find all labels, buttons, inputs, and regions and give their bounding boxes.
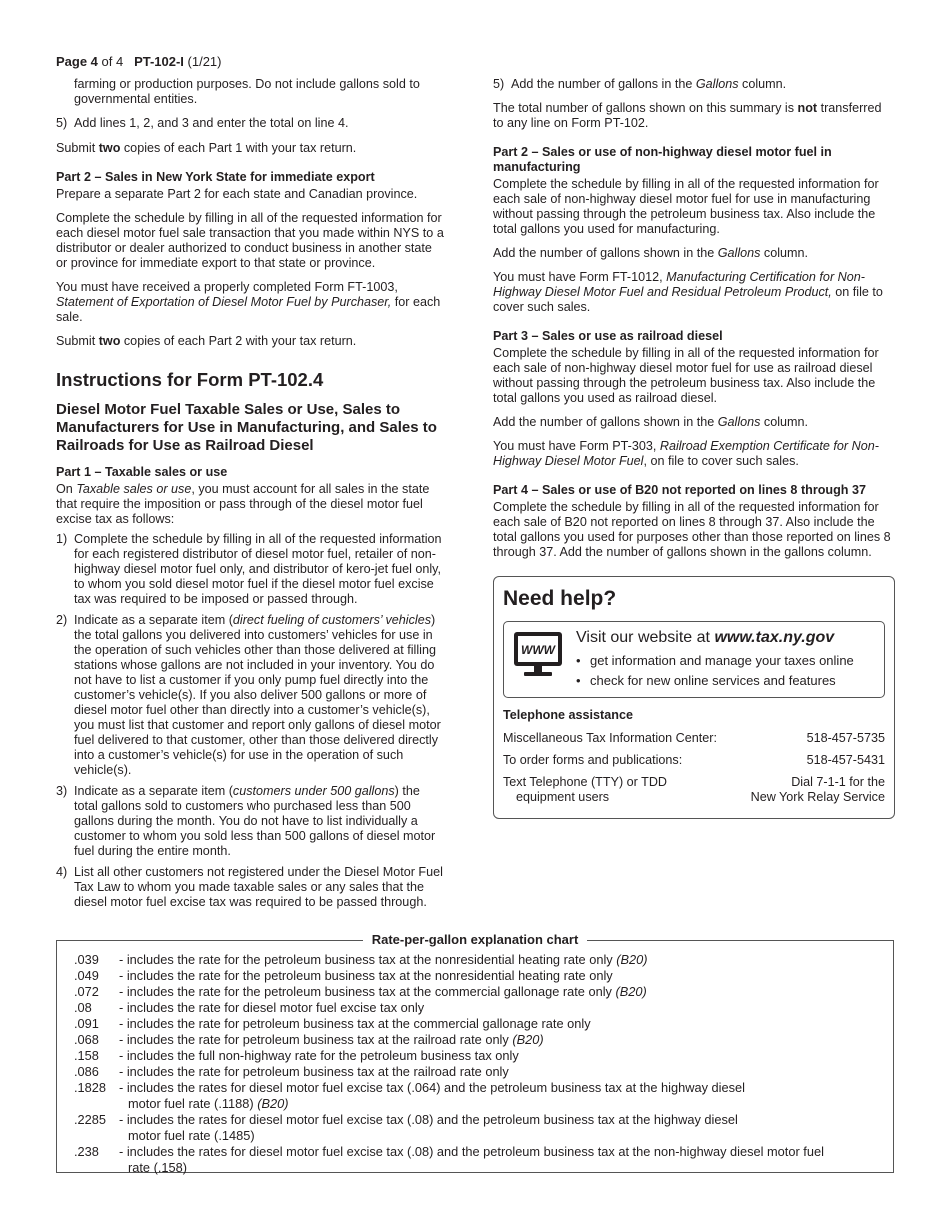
right-list-item-5: 5) Add the number of gallons in the Gallons column.: [493, 77, 787, 91]
rate-description: - includes the rate for the petroleum business tax at the commercial gallonage rate only (B20): [119, 984, 647, 999]
www-label: WWW: [521, 643, 555, 657]
left-column: [56, 77, 444, 916]
rate-row: [74, 1048, 889, 1064]
rate-row: [74, 952, 889, 968]
telephone-row-3: Text Telephone (TTY) or TDD equipment users Dial 7-1-1 for the New York Relay Service: [503, 775, 885, 804]
continued-text: farming or production purposes. Do not include gallons sold to governmental entities.: [74, 77, 420, 106]
rate-value: .039: [74, 952, 99, 967]
rate-row: [74, 1064, 889, 1080]
telephone-row-1: Miscellaneous Tax Information Center: 518-457-5735: [503, 731, 885, 745]
rate-row: [74, 1144, 889, 1176]
right-part2-add: Add the number of gallons shown in the Gallons column.: [493, 246, 809, 260]
rate-description: - includes the rates for diesel motor fuel excise tax (.08) and the petroleum business tax at the highway diesel motor fuel rate (.1485): [119, 1112, 738, 1143]
part2-paragraph-2: Complete the schedule by filling in all of the requested information for each diesel motor fuel sale transaction that you made within NYS to a distributor or dealer authorized to conduct business in another state or province for immediate export to that state or province.: [56, 211, 444, 270]
need-help-title: Need help?: [503, 587, 617, 610]
rate-description: - includes the rate for the petroleum business tax at the nonresidential heating rate only: [119, 968, 613, 983]
rate-value: .091: [74, 1016, 99, 1031]
part2-title: Part 2 – Sales in New York State for immediate export: [56, 170, 375, 184]
website-box: [503, 621, 885, 698]
page-number: Page 4: [56, 54, 98, 69]
list-item-3: 3) Indicate as a separate item (customers under 500 gallons) the total gallons sold to customers who purchased less than 500 gallons during the month. You do not have to list individually a customer to whom you sold less than 500 gallons of diesel motor fuel during the entire month.: [56, 784, 436, 858]
right-part3-form: You must have Form PT-303, Railroad Exemption Certificate for Non-Highway Diesel Motor Fuel, on file to cover such sales.: [493, 439, 879, 468]
rate-value: .086: [74, 1064, 99, 1079]
visit-line: Visit our website at www.tax.ny.gov: [576, 629, 835, 646]
part1-title: Part 1 – Taxable sales or use: [56, 465, 228, 479]
right-part2-form: You must have Form FT-1012, Manufacturing Certification for Non-Highway Diesel Motor Fuel and Residual Petroleum Product, on file to cover such sales.: [493, 270, 883, 314]
rate-row: [74, 1000, 889, 1016]
rate-value: .158: [74, 1048, 99, 1063]
rate-row: [74, 1016, 889, 1032]
page-count: of 4: [97, 54, 124, 69]
rate-chart-box: [56, 932, 894, 1175]
rate-value: .2285: [74, 1112, 107, 1127]
right-part2-paragraph: Complete the schedule by filling in all of the requested information for each sale of non-highway diesel motor fuel for use in manufacturing without passing through the petroleum business tax. Also include the total gallons you used for manufacturing.: [493, 177, 879, 236]
rate-description: - includes the rates for diesel motor fuel excise tax (.064) and the petroleum business tax at the highway diesel motor fuel rate (.1188) (B20): [119, 1080, 745, 1111]
form-date: (1/21): [183, 54, 222, 69]
telephone-row-2: To order forms and publications: 518-457-5431: [503, 753, 885, 767]
rate-row: [74, 968, 889, 984]
submit-part2: Submit two copies of each Part 2 with your tax return.: [56, 334, 357, 348]
rate-description: - includes the rate for petroleum business tax at the railroad rate only: [119, 1064, 509, 1079]
rate-description: - includes the rate for petroleum business tax at the commercial gallonage rate only: [119, 1016, 591, 1031]
help-bullet-1: • get information and manage your taxes online: [576, 651, 854, 671]
rate-description: - includes the rate for petroleum business tax at the railroad rate only (B20): [119, 1032, 544, 1047]
page-header: [56, 54, 222, 69]
rate-chart-list: [74, 952, 889, 1176]
part2-paragraph-3: You must have received a properly completed Form FT-1003, Statement of Exportation of Diesel Motor Fuel by Purchaser, for each sale.: [56, 280, 441, 324]
instructions-title: Instructions for Form PT-102.4: [56, 369, 324, 390]
part1-intro: On Taxable sales or use, you must account for all sales in the state that require the imposition or pass through of the diesel motor fuel excise tax as follows:: [56, 482, 430, 526]
telephone-heading: Telephone assistance: [503, 708, 633, 722]
right-part3-add: Add the number of gallons shown in the Gallons column.: [493, 415, 809, 429]
rate-description: - includes the full non-highway rate for the petroleum business tax only: [119, 1048, 519, 1063]
rate-row: [74, 1032, 889, 1048]
rate-value: .072: [74, 984, 99, 999]
rate-row: [74, 1112, 889, 1144]
list-item-4: 4) List all other customers not registered under the Diesel Motor Fuel Tax Law to whom you made taxable sales or any sales that the diesel motor fuel excise tax was required to be passed through.: [56, 865, 443, 909]
rate-value: .049: [74, 968, 99, 983]
list-item-1: 1) Complete the schedule by filling in all of the requested information for each registered distributor of diesel motor fuel, retailer of non-highway diesel motor fuel only, and distributor of kero-jet fuel only, to whom you sold diesel motor fuel if the diesel motor fuel excise tax was required to be imposed or passed through.: [56, 532, 442, 606]
computer-monitor-icon: [512, 628, 564, 680]
rate-value: .238: [74, 1144, 99, 1159]
rate-value: .1828: [74, 1080, 107, 1095]
rate-description: - includes the rate for diesel motor fuel excise tax only: [119, 1000, 425, 1015]
total-note: The total number of gallons shown on this summary is not transferred to any line on Form PT-102.: [493, 101, 882, 130]
right-part3-paragraph: Complete the schedule by filling in all of the requested information for each sale of non-highway diesel motor fuel for use as railroad diesel without passing through the petroleum business tax. Also include the total gallons you used as railroad diesel.: [493, 346, 879, 405]
rate-value: .08: [74, 1000, 92, 1015]
need-help-box: [493, 576, 895, 819]
right-part4-title: Part 4 – Sales or use of B20 not reported on lines 8 through 37: [493, 483, 867, 497]
rate-row: [74, 1080, 889, 1112]
rate-description: - includes the rate for the petroleum business tax at the nonresidential heating rate only (B20): [119, 952, 648, 967]
list-item-5: 5) Add lines 1, 2, and 3 and enter the total on line 4.: [56, 116, 349, 130]
part2-paragraph-1: Prepare a separate Part 2 for each state and Canadian province.: [56, 187, 418, 201]
rate-value: .068: [74, 1032, 99, 1047]
rate-chart-title: Rate-per-gallon explanation chart: [57, 932, 893, 948]
list-item-2: 2) Indicate as a separate item (direct fueling of customers’ vehicles) the total gallons you delivered into customers’ vehicles for use in the operation of such vehicles other than those delivered at filling stations whose gallons are not included in your inventory. You do not have to list a customer if you only pump fuel directly into the customer’s vehicle(s). If you also deliver 500 gallons or more of diesel motor fuel other than directly into a customer’s vehicle(s), you must list that customer and report only gallons of diesel motor fuel delivered to that customer, other than those delivered directly into a customer’s vehicle(s) for use in the operation of such vehicle(s).: [56, 613, 441, 777]
website-link[interactable]: www.tax.ny.gov: [714, 629, 835, 646]
submit-part1: Submit two copies of each Part 1 with your tax return.: [56, 141, 357, 155]
rate-description: - includes the rates for diesel motor fuel excise tax (.08) and the petroleum business tax at the non-highway diesel motor fuel rate (.158): [119, 1144, 824, 1175]
right-part2-title: Part 2 – Sales or use of non-highway diesel motor fuel in manufacturing: [493, 145, 832, 174]
right-column: [493, 77, 895, 819]
website-text: [576, 628, 854, 691]
right-part3-title: Part 3 – Sales or use as railroad diesel: [493, 329, 723, 343]
instructions-subtitle: Diesel Motor Fuel Taxable Sales or Use, Sales to Manufacturers for Use in Manufacturing, and Sales to Railroads for Use as Railroad Diesel: [56, 401, 437, 454]
rate-row: [74, 984, 889, 1000]
help-bullet-2: • check for new online services and features: [576, 671, 854, 691]
right-part4-paragraph: Complete the schedule by filling in all of the requested information for each sale of B20 not reported on lines 8 through 37. Also include the total gallons you used for purposes other than those reported on lines 8 through 37. Add the number of gallons shown in the gallons column.: [493, 500, 891, 559]
form-number: PT-102-I: [134, 54, 184, 69]
